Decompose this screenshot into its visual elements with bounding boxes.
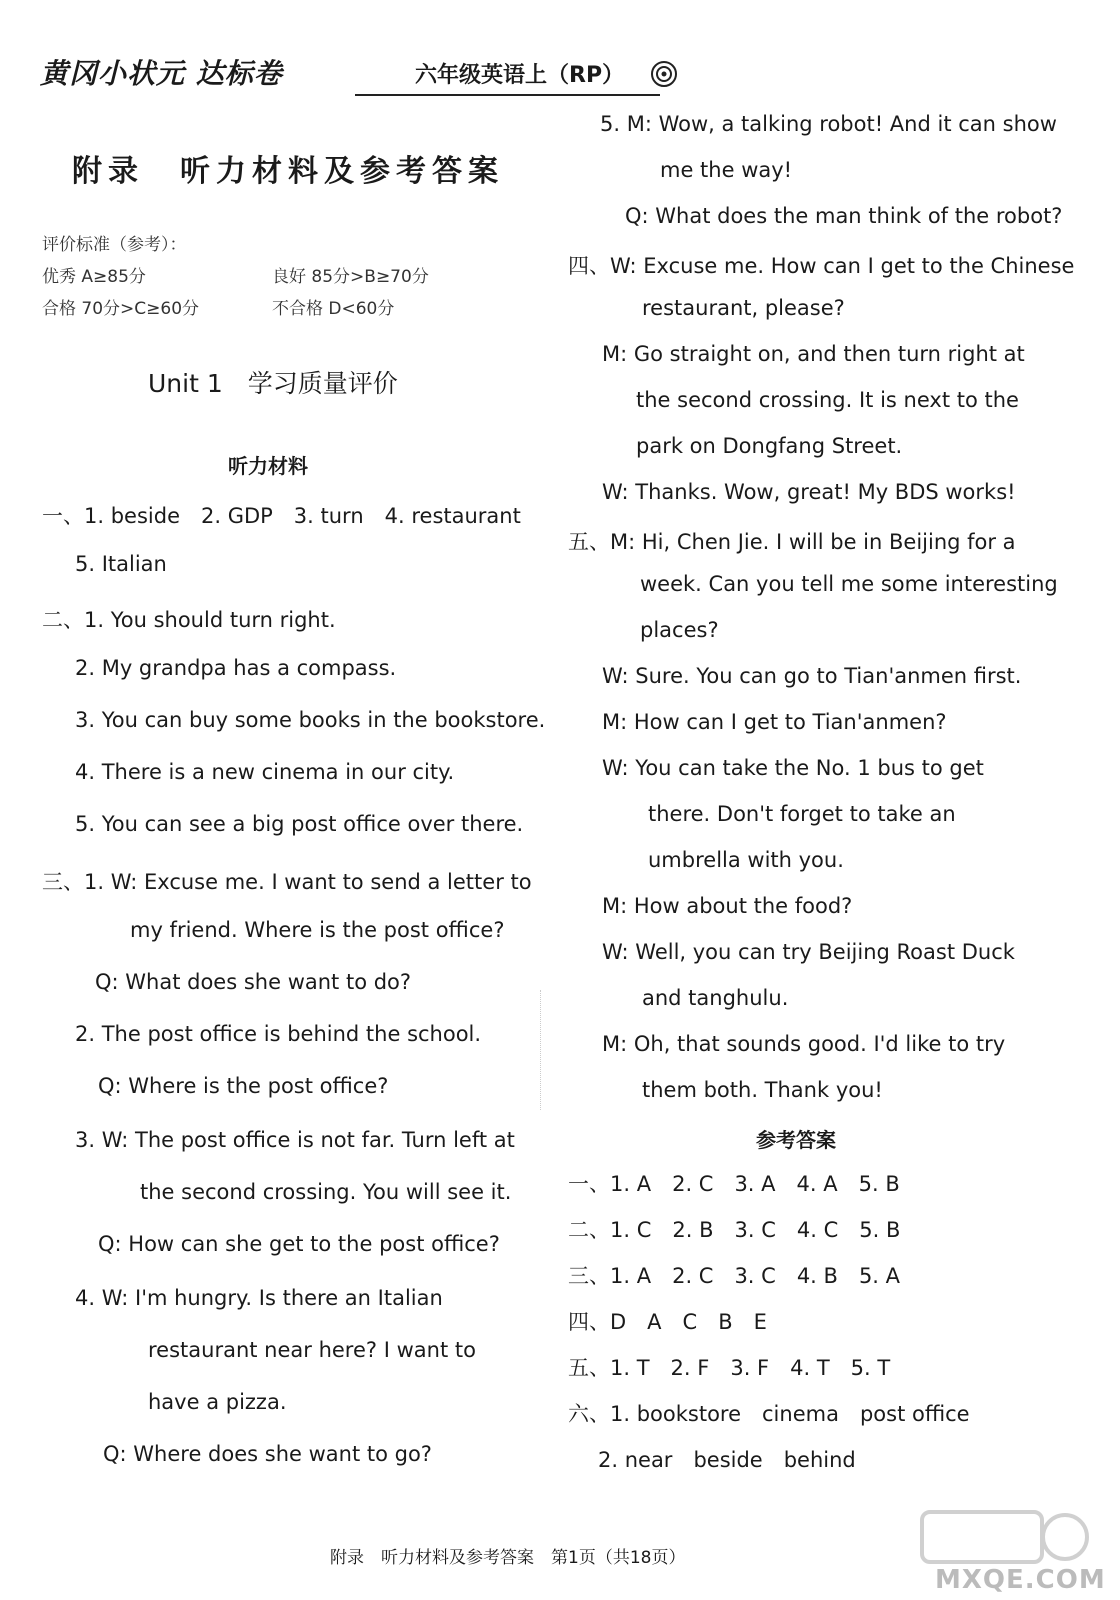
left-line: 三、1. W: Excuse me. I want to send a letter to xyxy=(42,870,532,894)
left-line: the second crossing. You will see it. xyxy=(140,1180,512,1204)
left-line: have a pizza. xyxy=(148,1390,287,1414)
answer-line: 一、1. A 2. C 3. A 4. A 5. B xyxy=(568,1172,900,1196)
answer-line: 五、1. T 2. F 3. F 4. T 5. T xyxy=(568,1356,891,1380)
swirl-ornament-icon xyxy=(650,60,678,88)
right-line: them both. Thank you! xyxy=(642,1078,883,1102)
right-line: restaurant, please? xyxy=(642,296,845,320)
right-line: W: You can take the No. 1 bus to get xyxy=(602,756,984,780)
column-divider xyxy=(540,990,541,1110)
left-line: Q: Where is the post office? xyxy=(98,1074,389,1098)
left-line: 一、1. beside 2. GDP 3. turn 4. restaurant xyxy=(42,504,521,528)
right-line: W: Sure. You can go to Tian'anmen first. xyxy=(602,664,1022,688)
right-line: M: How about the food? xyxy=(602,894,853,918)
left-line: 2. The post office is behind the school. xyxy=(75,1022,482,1046)
answer-line: 2. near beside behind xyxy=(598,1448,856,1472)
right-line: week. Can you tell me some interesting xyxy=(640,572,1058,596)
left-line: 5. Italian xyxy=(75,552,167,576)
answer-line: 二、1. C 2. B 3. C 4. C 5. B xyxy=(568,1218,901,1242)
standards-heading: 评价标准（参考）： xyxy=(42,235,187,255)
standard-fail: 不合格 D<60分 xyxy=(272,299,395,319)
answer-line: 六、1. bookstore cinema post office xyxy=(568,1402,970,1426)
watermark-text: MXQE.COM xyxy=(935,1565,1106,1595)
right-line: me the way! xyxy=(660,158,793,182)
right-line: 四、W: Excuse me. How can I get to the Chinese xyxy=(568,254,1075,278)
book-title: 六年级英语上（RP） xyxy=(415,63,625,88)
left-line: 3. You can buy some books in the bookstore. xyxy=(75,708,546,732)
header-rule xyxy=(355,94,660,96)
left-line: Q: Where does she want to go? xyxy=(103,1442,432,1466)
right-line: and tanghulu. xyxy=(642,986,789,1010)
left-line: 二、1. You should turn right. xyxy=(42,608,336,632)
right-line: M: Go straight on, and then turn right at xyxy=(602,342,1025,366)
right-line: the second crossing. It is next to the xyxy=(636,388,1019,412)
left-line: Q: How can she get to the post office? xyxy=(98,1232,500,1256)
standard-good: 良好 85分>B≥70分 xyxy=(272,267,429,287)
unit-title: Unit 1 学习质量评价 xyxy=(148,369,398,398)
answers-title: 参考答案 xyxy=(756,1128,836,1152)
left-line: my friend. Where is the post office? xyxy=(130,918,505,942)
answer-line: 四、D A C B E xyxy=(568,1310,767,1334)
page-title: 附录 听力材料及参考答案 xyxy=(72,154,504,189)
right-line: 五、M: Hi, Chen Jie. I will be in Beijing for a xyxy=(568,530,1016,554)
right-line: M: Oh, that sounds good. I'd like to try xyxy=(602,1032,1006,1056)
right-line: M: How can I get to Tian'anmen? xyxy=(602,710,947,734)
standard-excellent: 优秀 A≥85分 xyxy=(42,267,146,287)
brand-logo: 黄冈小状元 达标卷 xyxy=(40,57,283,90)
right-line: park on Dongfang Street. xyxy=(636,434,903,458)
page-footer: 附录 听力材料及参考答案 第1页（共18页） xyxy=(330,1548,686,1568)
left-line: 2. My grandpa has a compass. xyxy=(75,656,397,680)
listening-title: 听力材料 xyxy=(228,454,308,478)
right-line: Q: What does the man think of the robot? xyxy=(625,204,1063,228)
right-line: W: Well, you can try Beijing Roast Duck xyxy=(602,940,1015,964)
left-line: 5. You can see a big post office over there. xyxy=(75,812,524,836)
right-line: places? xyxy=(640,618,719,642)
left-line: 4. There is a new cinema in our city. xyxy=(75,760,455,784)
left-line: Q: What does she want to do? xyxy=(95,970,412,994)
standard-pass: 合格 70分>C≥60分 xyxy=(42,299,200,319)
right-line: 5. M: Wow, a talking robot! And it can show xyxy=(600,112,1057,136)
left-line: restaurant near here? I want to xyxy=(148,1338,476,1362)
right-line: umbrella with you. xyxy=(648,848,844,872)
left-line: 4. W: I'm hungry. Is there an Italian xyxy=(75,1286,443,1310)
right-line: W: Thanks. Wow, great! My BDS works! xyxy=(602,480,1016,504)
answer-line: 三、1. A 2. C 3. C 4. B 5. A xyxy=(568,1264,901,1288)
left-line: 3. W: The post office is not far. Turn left at xyxy=(75,1128,515,1152)
right-line: there. Don't forget to take an xyxy=(648,802,956,826)
